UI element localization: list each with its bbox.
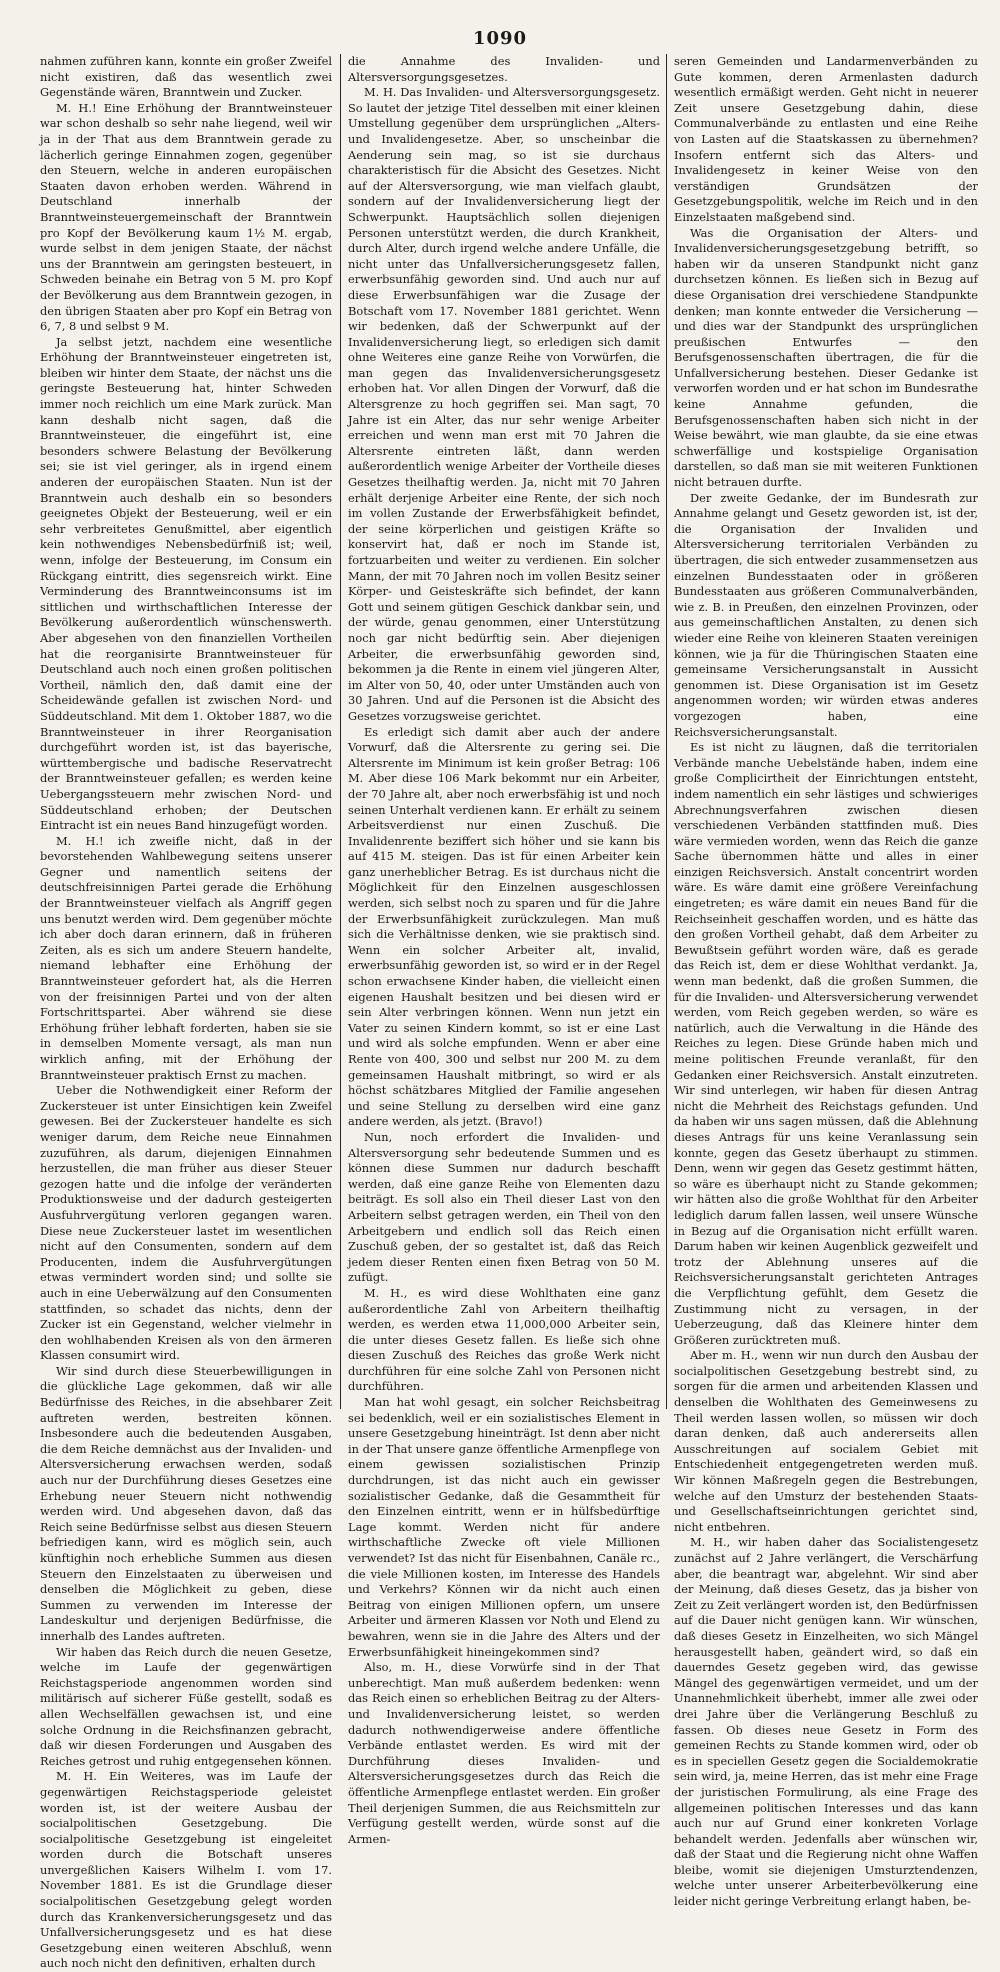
paragraph: die Annahme des Invaliden- und Altersversorgungsgesetzes. xyxy=(348,54,660,84)
paragraph: Ueber die Nothwendigkeit einer Reform der Zuckersteuer ist unter Einsichtigen kein Zweifel gewesen. Bei der Zuckersteuer handelte es sich weniger darum, dem Reiche neue Einnahmen zuzuführen, als darum, diejenigen Einnahmen herzustellen, die man früher aus dieser Steuer gezogen hatte und die infolge der veränderten Produktionsweise und der dadurch gesteigerten Ausfuhrvergütung verloren gegangen waren. Diese neue Zuckersteuer lastet im wesentlichen nicht auf den Consumenten, sondern auf dem Producenten, indem die Ausfuhrvergütungen etwas vermindert worden sind; und sollte sie auch in eine Ueberwälzung auf den Consumenten stattfinden, so schadet das nichts, denn der Zucker ist ein Gegenstand, welcher vielmehr in den wohlhabenden Kreisen als von den ärmeren Klassen consumirt wird. xyxy=(40,1083,332,1363)
paragraph: Nun, noch erfordert die Invaliden- und Altersversorgung sehr bedeutende Summen und es können diese Summen nur dadurch beschafft werden, daß eine ganze Reihe von Elementen dazu beiträgt. Es soll also ein Theil dieser Last von den Arbeitern selbst getragen werden, ein Theil von den Arbeitgebern und endlich soll das Reich einen Zuschuß geben, der so gestaltet ist, daß das Reich jedem dieser Renten einen fixen Betrag von 50 M. zufügt. xyxy=(348,1129,660,1285)
paragraph: seren Gemeinden und Landarmenverbänden zu Gute kommen, deren Armenlasten dadurch wesentlich ermäßigt werden. Geht nicht in neuerer Zeit unsere Gesetzgebung dahin, diese Communalverbände zu entlasten und eine Reihe von Lasten auf die Staatskassen zu übernehmen? Insofern entfernt sich das Alters- und Invalidengesetz in keiner Weise von den verständigen Grundsätzen der Gesetzgebungspolitik, welche im Reich und in den Einzelstaaten maßgebend sind. xyxy=(674,54,978,224)
column-divider xyxy=(666,54,667,1409)
paragraph: Es ist nicht zu läugnen, daß die territorialen Verbände manche Uebelstände haben, indem eine große Complicirtheit der Einrichtungen entsteht, indem namentlich ein sehr lästiges und schwieriges Abrechnungsverfahren zwischen diesen verschiedenen Verbänden stattfinden muß. Dies wäre vermieden worden, wenn das Reich die ganze Sache übernommen hätte und alles in einer einzigen Reichsversich. Anstalt concentrirt worden wäre. Es wäre damit eine größere Vereinfachung eingetreten; es wäre damit ein neues Band für die Reichseinheit geschaffen worden, und es hätte das den großen Vortheil gehabt, daß dem Arbeiter zu Bewußtsein geführt worden wäre, daß es gerade das Reich ist, dem er diese Wohlthat verdankt. Ja, wenn man bedenkt, daß die großen Summen, die für die Invaliden- und Altersversicherung verwendet werden, vom Reich gegeben werden, so wäre es natürlich, auch die Verwaltung in die Hände des Reiches zu legen. Diese Gründe haben mich und meine politischen Freunde veranlaßt, für den Gedanken einer Reichsversich. Anstalt einzutreten. Wir sind unterlegen, wir haben für diesen Antrag nicht die Mehrheit des Reichstags gefunden. Und da haben wir uns sagen müssen, daß die Ablehnung dieses Antrags für uns keine Veranlassung sein konnte, gegen das Gesetz überhaupt zu stimmen. Denn, wenn wir gegen das Gesetz gestimmt hätten, so wäre es überhaupt nicht zu Stande gekommen; wir hätten also die große Wohlthat für den Arbeiter lediglich darum fallen lassen, weil unsere Wünsche in Bezug auf die Organisation nicht erfüllt waren. Darum haben wir keinen Augenblick gezweifelt und trotz der Ablehnung unseres auf die Reichsversicherungsanstalt gerichteten Antrages die Verpflichtung gefühlt, dem Gesetz die Zustimmung nicht zu versagen, in der Ueberzeugung, daß das Kleinere hinter dem Größeren zurücktreten muß. xyxy=(674,740,978,1347)
paragraph: M. H.! ich zweifle nicht, daß in der bevorstehenden Wahlbewegung seitens unserer Gegner und namentlich seitens der deutschfreisinnigen Partei gerade die Erhöhung der Branntweinsteuer vielfach als Angriff gegen uns benutzt werden wird. Dem gegenüber möchte ich aber doch daran erinnern, daß in früheren Zeiten, als es sich um andere Steuern handelte, niemand lebhafter eine Erhöhung der Branntweinsteuer gefordert hat, als die Herren von der freisinnigen Partei und von der alten Fortschrittspartei. Aber während sie diese Erhöhung früher lebhaft forderten, haben sie sie in demselben Momente versagt, als man nun wirklich anfing, mit der Erhöhung der Branntweinsteuer praktisch Ernst zu machen. xyxy=(40,833,332,1082)
column-divider xyxy=(340,54,341,1409)
text-column-1 xyxy=(40,54,332,1971)
paragraph: M. H., es wird diese Wohlthaten eine ganz außerordentliche Zahl von Arbeitern theilhaftig werden, es werden etwa 11,000,000 Arbeiter sein, die unter dieses Gesetz fallen. Es ließe sich ohne diesen Zuschuß des Reiches das große Werk nicht durchführen für eine solche Zahl von Personen nicht durchführen. xyxy=(348,1285,660,1394)
paragraph: M. H. Das Invaliden- und Altersversorgungsgesetz. So lautet der jetzige Titel desselben mit einer kleinen Umstellung gegenüber dem ursprünglichen „Alters- und Invalidengesetze. Aber, so unscheinbar die Aenderung sein mag, so ist sie durchaus charakteristisch für die Absicht des Gesetzes. Nicht auf der Altersversorgung, wie man vielfach glaubt, sondern auf der Invalidenversicherung liegt der Schwerpunkt. Hauptsächlich sollen diejenigen Personen unterstützt werden, die durch Krankheit, durch Alter, durch irgend welche andere Unfälle, die nicht unter das Unfallversicherungsgesetz fallen, erwerbsunfähig geworden sind. Und auch nur auf diese Erwerbsunfähigen war die Zusage der Botschaft vom 17. November 1881 gerichtet. Wenn wir bedenken, daß der Schwerpunkt auf der Invalidenversicherung liegt, so erledigen sich damit ohne Weiteres eine ganze Reihe von Vorwürfen, die man gegen das Invalidenversicherungsgesetz erhoben hat. Vor allen Dingen der Vorwurf, daß die Altersgrenze zu hoch gegriffen sei. Man sagt, 70 Jahre ist ein Alter, das nur sehr wenige Arbeiter erreichen und wenn man erst mit 70 Jahren die Altersrente eintreten läßt, dann werden außerordentlich wenige Arbeiter der Vortheile dieses Gesetzes theilhaftig werden. Ja, nicht mit 70 Jahren erhält derjenige Arbeiter eine Rente, der sich noch im vollen Zustande der Erwerbsfähigkeit befindet, der seine körperlichen und geistigen Kräfte so konservirt hat, daß er noch im Stande ist, fortzuarbeiten und weiter zu verdienen. Ein solcher Mann, der mit 70 Jahren noch im vollen Besitz seiner Körper- und Geisteskräfte sich befindet, der kann Gott und seinem gütigen Geschick dankbar sein, und der würde, genau genommen, einer Unterstützung noch gar nicht bedürftig sein. Aber diejenigen Arbeiter, die erwerbsunfähig geworden sind, bekommen ja die Rente in einem viel jüngeren Alter, im Alter von 50, 40, oder unter Umständen auch von 30 Jahren. Und auf die Personen ist die Absicht des Gesetzes vorzugsweise gerichtet. xyxy=(348,85,660,723)
page-number: 1090 xyxy=(472,28,528,49)
paragraph: Also, m. H., diese Vorwürfe sind in der That unberechtigt. Man muß außerdem bedenken: wenn das Reich einen so erheblichen Beitrag zu der Alters- und Invalidenversicherung leistet, so werden dadurch nothwendigerweise andere öffentliche Verbände entlastet werden. Es wird mit der Durchführung dieses Invaliden- und Altersversicherungsgesetzes durch das Reich die öffentliche Armenpflege entlastet werden. Ein großer Theil derjenigen Summen, die aus Reichsmitteln zur Verfügung gestellt werden, würde sonst auf die Armen- xyxy=(348,1660,660,1846)
paragraph: nahmen zuführen kann, konnte ein großer Zweifel nicht existiren, daß das wesentlich zwei Gegenstände wären, Branntwein und Zucker. xyxy=(40,54,332,100)
paragraph: Wir sind durch diese Steuerbewilligungen in die glückliche Lage gekommen, daß wir alle Bedürfnisse des Reiches, in die absehbarer Zeit auftreten werden, bestreiten können. Insbesondere auch die bedeutenden Ausgaben, die dem Reiche demnächst aus der Invaliden- und Altersversicherung erwachsen werden, sodaß auch nur der Durchführung dieses Gesetzes eine Erhebung neuer Steuern nicht nothwendig werden wird. Und abgesehen davon, daß das Reich seine Bedürfnisse selbst aus diesen Steuern befriedigen kann, wird es möglich sein, auch künftighin noch erhebliche Summen aus diesen Steuern den Einzelstaaten zu überweisen und denselben die Möglichkeit zu geben, diese Summen zu verwenden im Interesse der Landeskultur und derjenigen Bedürfnisse, die innerhalb des Landes auftreten. xyxy=(40,1363,332,1643)
text-column-3 xyxy=(674,54,978,1909)
paragraph: M. H. Ein Weiteres, was im Laufe der gegenwärtigen Reichstagsperiode geleistet worden ist, ist der weitere Ausbau der socialpolitischen Gesetzgebung. Die socialpolitische Gesetzgebung ist eingeleitet worden durch die Botschaft unseres unvergeßlichen Kaisers Wilhelm I. vom 17. November 1881. Es ist die Grundlage dieser socialpolitischen Gesetzgebung gelegt worden durch das Krankenversicherungsgesetz und das Unfallversicherungsgesetz und es hat diese Gesetzgebung einen weiteren Abschluß, wenn auch noch nicht den definitiven, erhalten durch xyxy=(40,1769,332,1971)
paragraph: Aber m. H., wenn wir nun durch den Ausbau der socialpolitischen Gesetzgebung bestrebt sind, zu sorgen für die armen und arbeitenden Klassen und denselben die Wohlthaten des Gemeinwesens zu Theil werden lassen wollen, so müssen wir doch daran denken, daß auch andererseits allen Ausschreitungen auf socialem Gebiet mit Entschiedenheit entgegengetreten werden muß. Wir können Maßregeln gegen die Bestrebungen, welche auf den Umsturz der bestehenden Staats- und Gesellschaftseinrichtungen gerichtet sind, nicht entbehren. xyxy=(674,1348,978,1534)
paragraph: Ja selbst jetzt, nachdem eine wesentliche Erhöhung der Branntweinsteuer eingetreten ist, bleiben wir hinter dem Staate, der nächst uns die geringste Besteuerung hat, hinter Schweden immer noch reichlich um eine Mark zurück. Man kann deshalb nicht sagen, daß die Branntweinsteuer, die eingeführt ist, eine besonders schwere Belastung der Bevölkerung sei; sie ist viel geringer, als in irgend einem anderen der europäischen Staaten. Nun ist der Branntwein auch deshalb ein so besonders geeignetes Objekt der Besteuerung, weil er ein sehr verbreitetes Genußmittel, aber eigentlich kein nothwendiges Nebensbedürfniß ist; weil, wenn, infolge der Besteuerung, im Consum ein Rückgang eintritt, dies segensreich wirkt. Eine Verminderung des Branntweinconsums ist im sittlichen und wirthschaftlichen Interesse der Bevölkerung außerordentlich wünschenswerth. Aber abgesehen von den finanziellen Vortheilen hat die reorganisirte Branntweinsteuer für Deutschland auch noch einen großen politischen Vortheil, nämlich den, daß damit eine der Scheidewände gefallen ist zwischen Nord- und Süddeutschland. Mit dem 1. Oktober 1887, wo die Branntweinsteuer in ihrer Reorganisation durchgeführt worden ist, ist das bayerische, württembergische und badische Reservatrecht der Branntweinsteuer gefallen; es werden keine Uebergangssteuern mehr zwischen Nord- und Süddeutschland erhoben; der Deutschen Eintracht ist ein neues Band hinzugefügt worden. xyxy=(40,334,332,833)
paragraph: Man hat wohl gesagt, ein solcher Reichsbeitrag sei bedenklich, weil er ein sozialistisches Element in unsere Gesetzgebung hineinträgt. Ist denn aber nicht in der That unsere ganze öffentliche Armenpflege von einem gewissen sozialistischen Prinzip durchdrungen, ist das nicht auch ein gewisser sozialistischer Gedanke, daß die Gesammtheit für den Einzelnen eintritt, wenn er in hülfsbedürftige Lage kommt. Werden nicht für andere wirthschaftliche Zwecke oft viele Millionen verwendet? Ist das nicht für Eisenbahnen, Canäle rc., die viele Millionen kosten, im Interesse des Handels und Verkehrs? Können wir da nicht auch einen Beitrag von einigen Millionen opfern, um unsere Arbeiter und ärmeren Klassen vor Noth und Elend zu bewahren, wenn sie in die Jahre des Alters und der Erwerbsunfähigkeit hineingekommen sind? xyxy=(348,1395,660,1659)
paragraph: Es erledigt sich damit aber auch der andere Vorwurf, daß die Altersrente zu gering sei. Die Altersrente im Minimum ist kein großer Betrag: 106 M. Aber diese 106 Mark bekommt nur ein Arbeiter, der 70 Jahre alt, aber noch erwerbsfähig ist und noch seinen Unterhalt verdienen kann. Er erhält zu seinem Arbeitsverdienst nur einen Zuschuß. Die Invalidenrente beziffert sich höher und sie kann bis auf 415 M. steigen. Das ist für einen Arbeiter kein ganz unerheblicher Betrag. Es ist durchaus nicht die Möglichkeit für den Einzelnen ausgeschlossen werden, sich selbst noch zu sparen und für die Jahre der Erwerbsunfähigkeit zurückzulegen. Man muß sich die Verhältnisse denken, wie sie praktisch sind. Wenn ein solcher Arbeiter alt, invalid, erwerbsunfähig geworden ist, so wird er in der Regel schon erwachsene Kinder haben, die vielleicht einen eigenen Haushalt besitzen und bei diesen wird er sein Alter verbringen können. Wenn nun jetzt ein Vater zu seinen Kindern kommt, so ist er eine Last und wird als solche empfunden. Wenn er aber eine Rente von 400, 300 und selbst nur 200 M. zu dem gemeinsamen Haushalt mitbringt, so wird er als höchst schätzbares Mitglied der Familie angesehen und seine Stellung zu derselben wird eine ganz andere werden, als jetzt. (Bravo!) xyxy=(348,724,660,1129)
text-column-2 xyxy=(348,54,660,1846)
paragraph: Der zweite Gedanke, der im Bundesrath zur Annahme gelangt und Gesetz geworden ist, ist der, die Organisation der Invaliden und Altersversicherung territorialen Verbänden zu übertragen, die sich entweder zusammensetzen aus einzelnen Bundesstaaten oder in größeren Bundesstaaten aus größeren Communalverbänden, wie z. B. in Preußen, den einzelnen Provinzen, oder aus gemeinschaftlichen Anstalten, zu denen sich wieder eine Reihe von kleineren Staaten vereinigen können, wie ja für die Thüringischen Staaten eine gemeinsame Versicherungsanstalt in Aussicht genommen ist. Diese Organisation ist im Gesetz angenommen worden; wir würden etwas anderes vorgezogen haben, eine Reichsversicherungsanstalt. xyxy=(674,490,978,739)
paragraph: Was die Organisation der Alters- und Invalidenversicherungsgesetzgebung betrifft, so haben wir da unseren Standpunkt nicht ganz durchsetzen können. Es ließen sich in Bezug auf diese Organisation drei verschiedene Standpunkte denken; man konnte entweder die Versicherung — und dies war der Standpunkt des ursprünglichen preußischen Entwurfes — den Berufsgenossenschaften übertragen, die für die Unfallversicherung bestehen. Dieser Gedanke ist verworfen worden und er hat schon im Bundesrathe keine Annahme gefunden, die Berufsgenossenschaften haben sich nicht in der Weise bewährt, wie man glaubte, da sie eine etwas schwerfällige und kostspielige Organisation darstellen, so daß man sie mit weiteren Funktionen nicht betrauen durfte. xyxy=(674,225,978,490)
paragraph: Wir haben das Reich durch die neuen Gesetze, welche im Laufe der gegenwärtigen Reichstagsperiode angenommen worden sind militärisch auf sicherer Füße gestellt, sodaß es allen Wechselfällen gewachsen ist, und eine solche Ordnung in die Reichsfinanzen gebracht, daß wir diesen Forderungen und Ausgaben des Reiches getrost und ruhig entgegensehen können. xyxy=(40,1644,332,1768)
paragraph: M. H.! Eine Erhöhung der Branntweinsteuer war schon deshalb so sehr nahe liegend, weil wir ja in der That aus dem Branntwein gerade zu lächerlich geringe Einnahmen zogen, gegenüber den Steuern, welche in anderen europäischen Staaten davon erhoben werden. Während in Deutschland innerhalb der Branntweinsteuergemeinschaft der Branntwein pro Kopf der Bevölkerung kaum 1½ M. ergab, wurde selbst in dem jenigen Staate, der nächst uns der Branntwein am geringsten besteuert, in Schweden beinahe ein Betrag von 5 M. pro Kopf der Bevölkerung aus dem Branntwein gezogen, in den übrigen Staaten aber pro Kopf ein Betrag von 6, 7, 8 und selbst 9 M. xyxy=(40,100,332,334)
paragraph: M. H., wir haben daher das Socialistengesetz zunächst auf 2 Jahre verlängert, die Verschärfung aber, die beantragt war, abgelehnt. Wir sind aber der Meinung, daß dieses Gesetz, das ja bisher von Zeit zu Zeit verlängert worden ist, den Bedürfnissen auf die Dauer nicht genügen kann. Wir wünschen, daß dieses Gesetz in Einzelheiten, wo sich Mängel herausgestellt haben, geändert wird, so daß ein dauerndes Gesetz gegeben wird, das gewisse Mängel des gegenwärtigen vermeidet, und um der Unannehmlichkeit überhebt, immer alle zwei oder drei Jahre über die Verlängerung Beschluß zu fassen. Ob dieses neue Gesetz in Form des gemeinen Rechts zu Stande kommen wird, oder ob es in speciellen Gesetz gegen die Socialdemokratie sein wird, ja, meine Herren, das ist mehr eine Frage der juristischen Formulirung, als eine Frage des allgemeinen politischen Interesses und das kann auch nur auf Grund einer konkreten Vorlage behandelt werden. Jedenfalls aber wünschen wir, daß der Staat und die Regierung nicht ohne Waffen bleibe, womit sie diejenigen Umsturztendenzen, welche unter unserer Arbeiterbevölkerung eine leider nicht geringe Verbreitung erlangt haben, be- xyxy=(674,1535,978,1909)
